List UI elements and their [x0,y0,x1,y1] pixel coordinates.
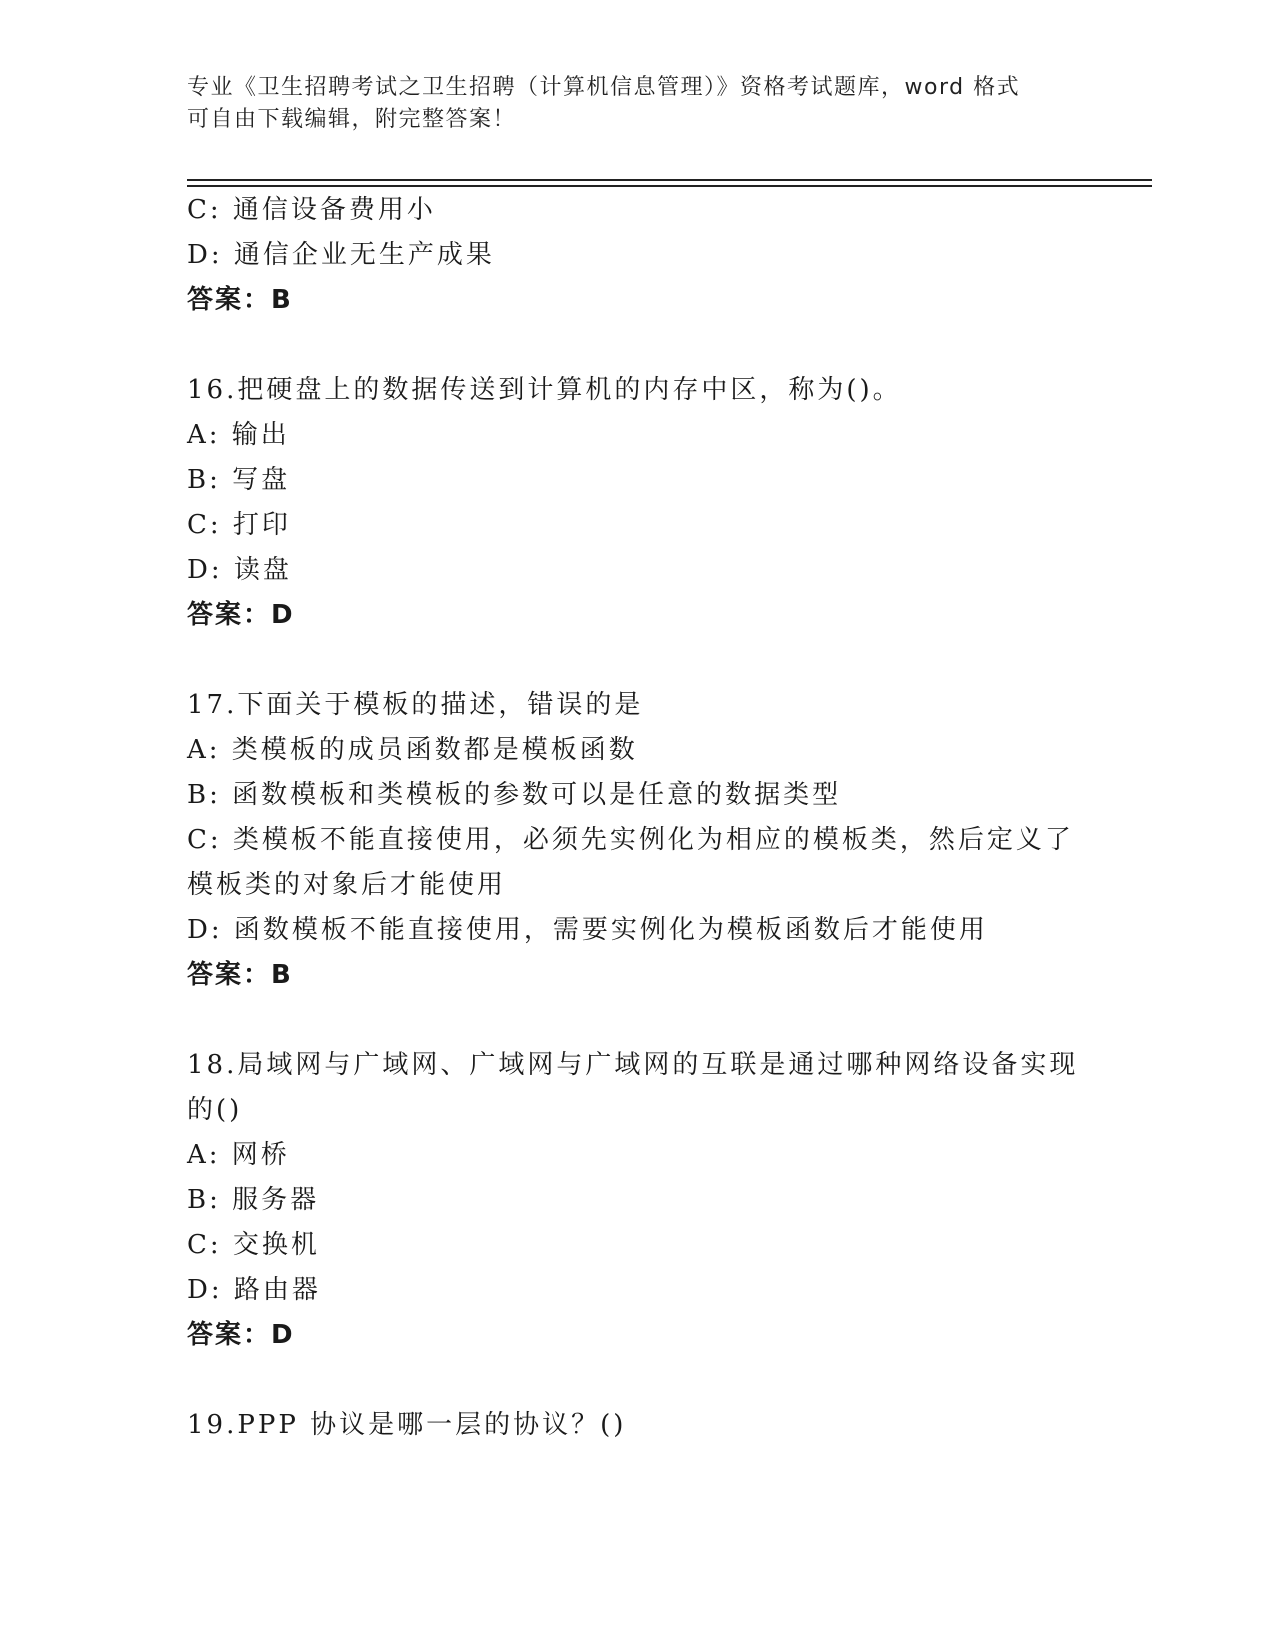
header-title-line-2: 可自由下载编辑，附完整答案！ [187,107,517,132]
option-d: D: 函数模板不能直接使用，需要实例化为模板函数后才能使用 [187,915,988,945]
option-c: C: 交换机 [187,1230,320,1260]
question-text: 17.下面关于模板的描述，错误的是 [187,690,644,720]
answer: 答案：D [187,600,295,630]
option-a: A: 网桥 [187,1140,290,1170]
document-header [187,72,1087,136]
question-15-block [187,188,1087,323]
option-b: B: 服务器 [187,1185,320,1215]
answer: 答案：B [187,285,293,315]
question-text: 18.局域网与广域网、广域网与广域网的互联是通过哪种网络设备实现 [187,1050,1079,1080]
option-b: B: 函数模板和类模板的参数可以是任意的数据类型 [187,780,842,810]
option-a: A: 输出 [187,420,290,450]
option-c: C: 通信设备费用小 [187,195,436,225]
question-list [187,188,1087,1448]
question-17-block [187,683,1087,998]
question-text: 16.把硬盘上的数据传送到计算机的内存中区，称为()。 [187,375,902,405]
spacer [187,1358,1087,1403]
option-d: D: 路由器 [187,1275,321,1305]
option-d: D: 读盘 [187,555,292,585]
spacer [187,323,1087,368]
option-c: C: 打印 [187,510,291,540]
header-divider-top [187,179,1152,181]
question-text-continued: 的() [187,1095,243,1125]
option-a: A: 类模板的成员函数都是模板函数 [187,735,638,765]
option-b: B: 写盘 [187,465,291,495]
option-c-continued: 模板类的对象后才能使用 [187,870,507,900]
header-divider-bottom [187,185,1152,187]
spacer [187,998,1087,1043]
question-16-block [187,368,1087,638]
option-d: D: 通信企业无生产成果 [187,240,495,270]
question-18-block [187,1043,1087,1358]
answer: 答案：D [187,1320,295,1350]
option-c: C: 类模板不能直接使用，必须先实例化为相应的模板类，然后定义了 [187,825,1074,855]
question-text: 19.PPP 协议是哪一层的协议？() [187,1410,627,1440]
answer: 答案：B [187,960,293,990]
question-19-block [187,1403,1087,1448]
spacer [187,638,1087,683]
header-title-line-1: 专业《卫生招聘考试之卫生招聘（计算机信息管理）》资格考试题库，word 格式 [187,75,1021,100]
